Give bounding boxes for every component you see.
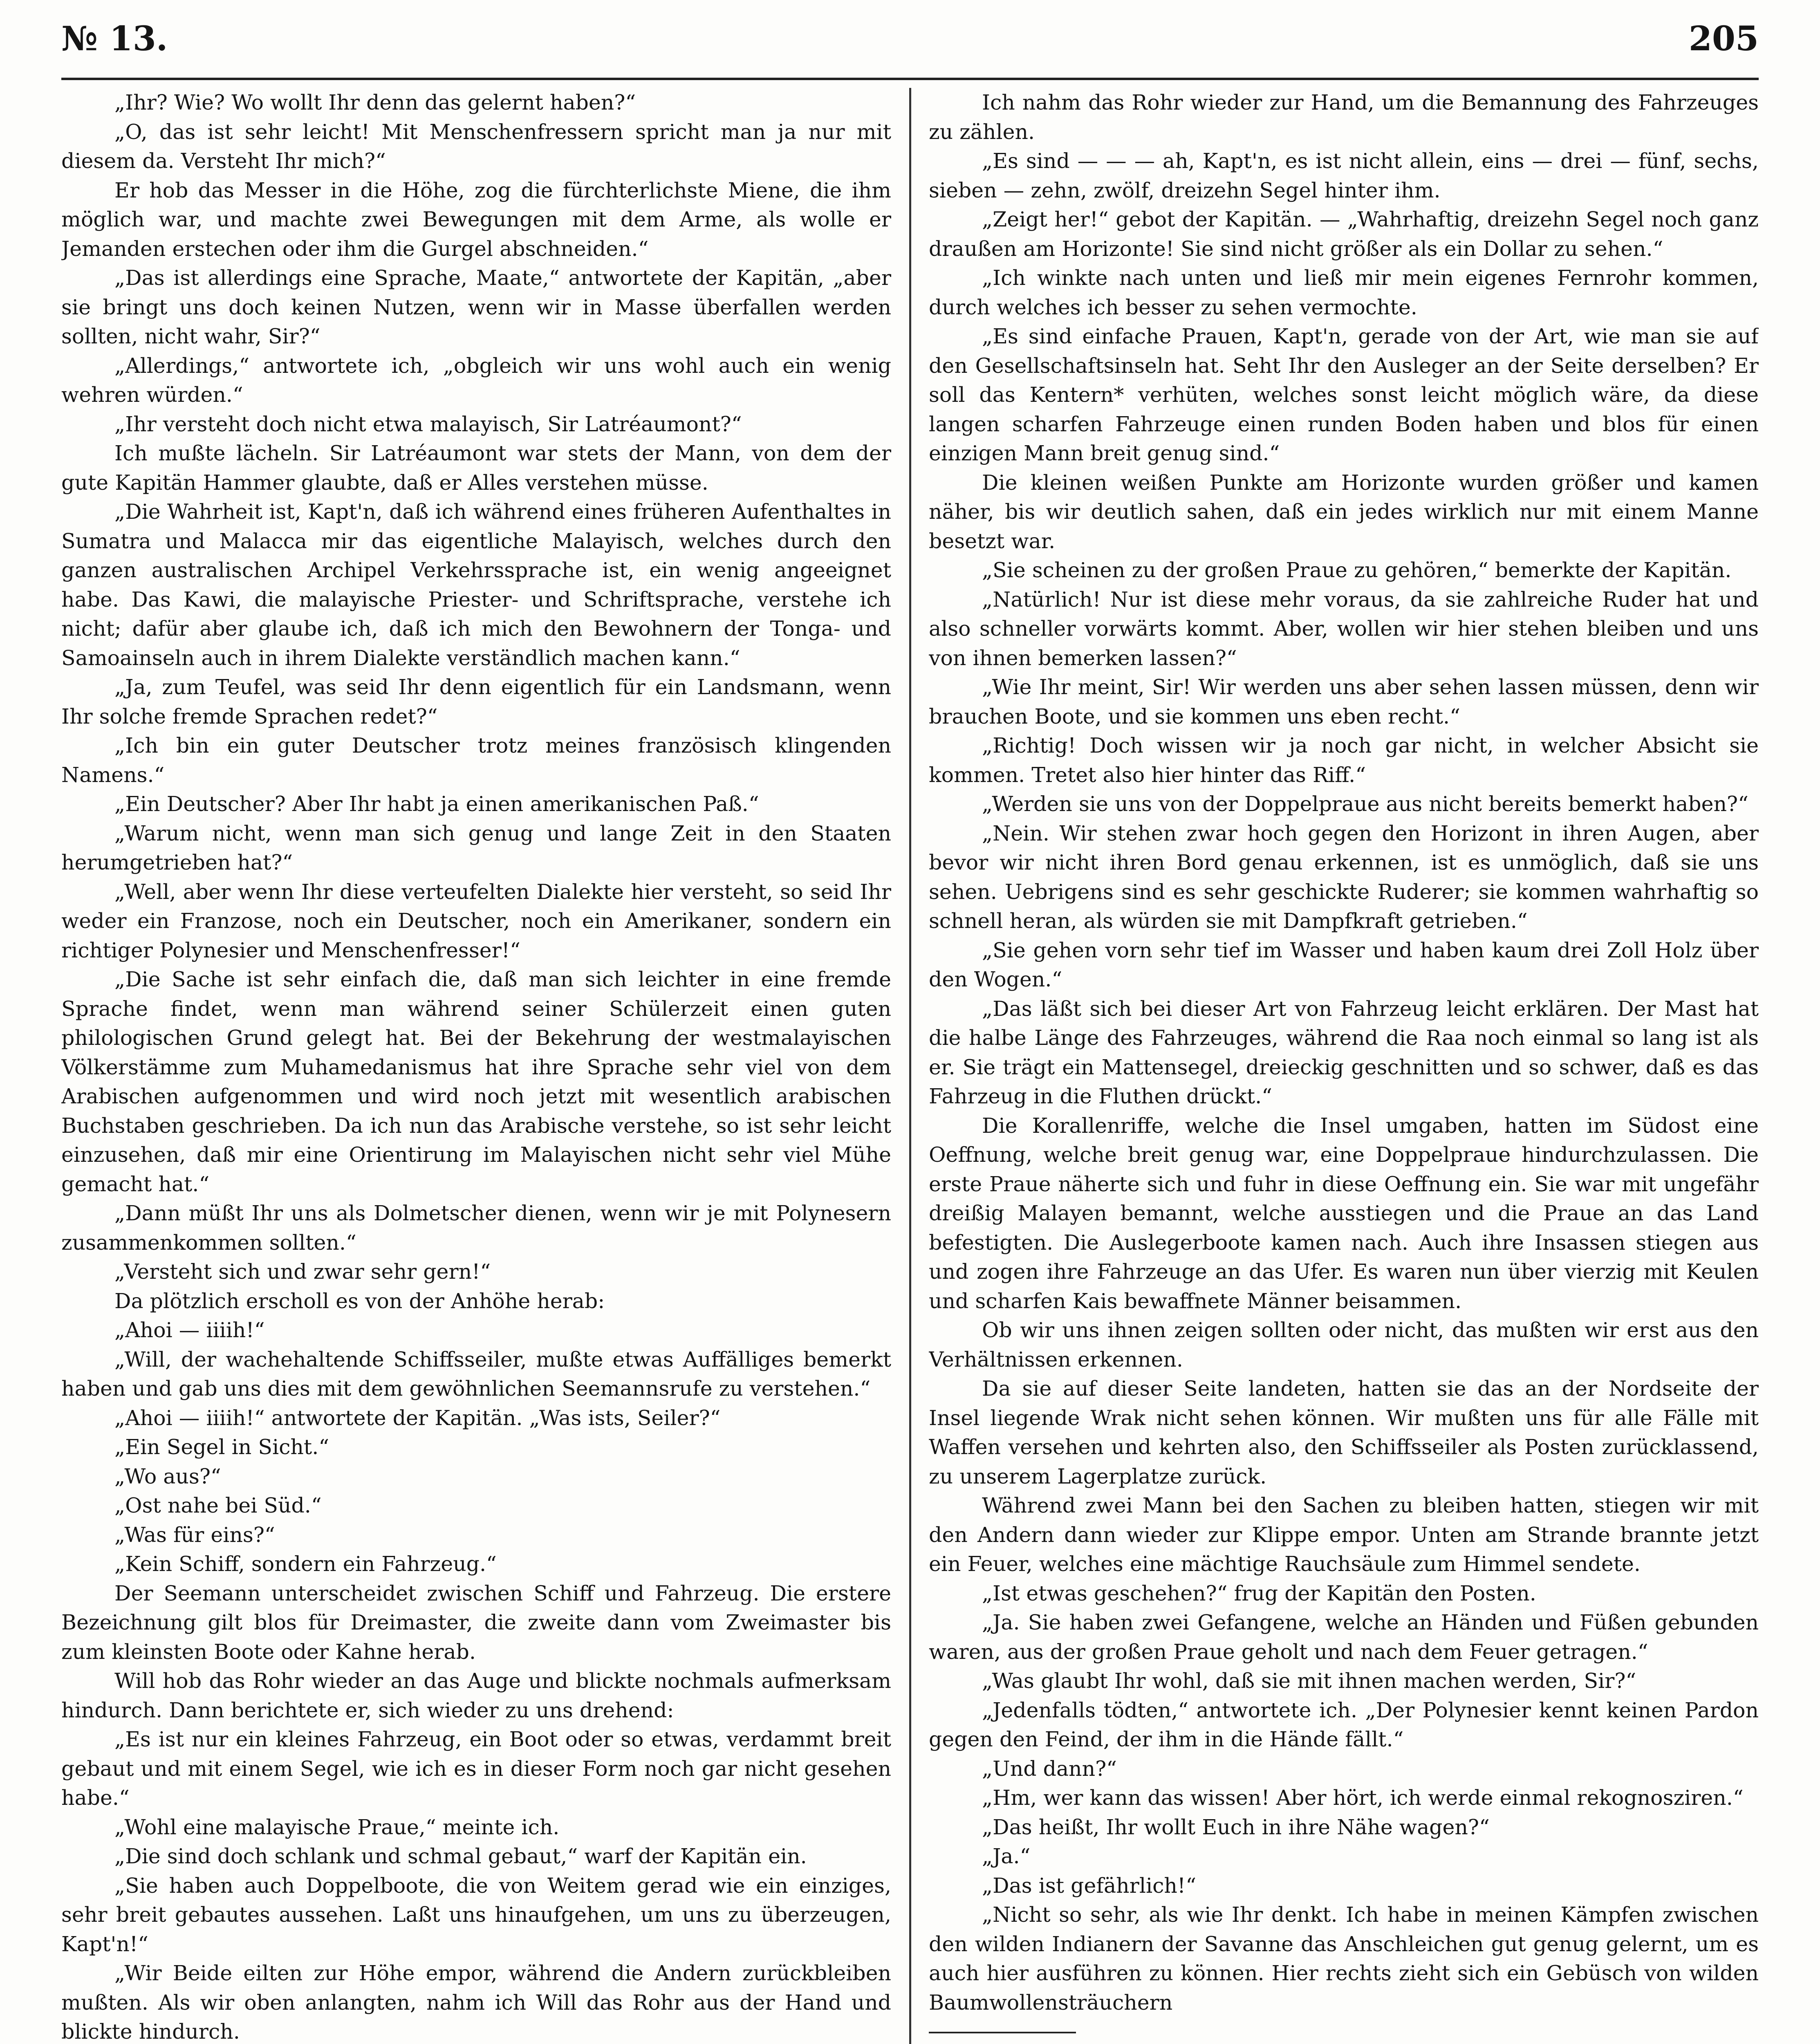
- right-column-paragraphs: [929, 88, 1759, 2017]
- paragraph: „Well, aber wenn Ihr diese verteufelten Dialekte hier versteht, so seid Ihr weder ein Franzose, noch ein Deutscher, noch ein Amerikaner, sondern ein richtiger Polynesier und Menschenfresser!“: [61, 879, 891, 962]
- paragraph: „Ihr? Wie? Wo wollt Ihr denn das gelernt haben?“: [114, 90, 636, 114]
- paragraph: „Und dann?“: [982, 1756, 1117, 1781]
- paragraph: „Zeigt her!“ gebot der Kapitän. — „Wahrhaftig, dreizehn Segel noch ganz draußen am Horizonte! Sie sind nicht größer als ein Dollar zu sehen.“: [929, 207, 1759, 261]
- paragraph: „Sie haben auch Doppelboote, die von Weitem gerad wie ein einziges, sehr breit gebautes aussehen. Laßt uns hinaufgehen, um uns zu überzeugen, Kapt'n!“: [61, 1873, 891, 1956]
- paragraph: „Nicht so sehr, als wie Ihr denkt. Ich habe in meinen Kämpfen zwischen den wilden Indianern der Savanne das Anschleichen gut genug gelernt, um es auch hier ausführen zu können. Hier rechts zieht sich ein Gebüsch von wilden Baumwollensträuchern: [929, 1903, 1759, 2015]
- paragraph: „Die sind doch schlank und schmal gebaut,“ warf der Kapitän ein.: [114, 1844, 807, 1868]
- paragraph: „Ost nahe bei Süd.“: [114, 1493, 322, 1517]
- paragraph: „Das läßt sich bei dieser Art von Fahrzeug leicht erklären. Der Mast hat die halbe Länge des Fahrzeuges, während die Raa noch einmal so lang ist als er. Sie trägt ein Mattensegel, dreieckig geschnitten und so schwer, daß es das Fahrzeug in die Fluthen drückt.“: [929, 996, 1759, 1108]
- paragraph: „Ja. Sie haben zwei Gefangene, welche an Händen und Füßen gebunden waren, aus der großen Praue geholt und nach dem Feuer getragen.“: [929, 1610, 1759, 1664]
- issue-number: № 13.: [61, 19, 168, 58]
- paragraph: „Das ist gefährlich!“: [982, 1873, 1197, 1898]
- paragraph: Die kleinen weißen Punkte am Horizonte wurden größer und kamen näher, bis wir deutlich sahen, daß ein jedes wirklich nur mit einem Manne besetzt war.: [929, 470, 1759, 553]
- paragraph: „Die Sache ist sehr einfach die, daß man sich leichter in eine fremde Sprache findet, wenn man während seiner Schülerzeit einen guten philologischen Grund gelegt hat. Bei der Bekehrung der westmalayischen Völkerstämme zum Muhamedanismus hat ihre Sprache sehr viel von dem Arabischen aufgenommen und wird noch jetzt mit wesentlich arabischen Buchstaben geschrieben. Da ich nun das Arabische verstehe, so ist sehr leicht einzusehen, daß mir eine Orientirung im Malayischen nicht sehr viel Mühe gemacht hat.“: [61, 967, 891, 1196]
- paragraph: Er hob das Messer in die Höhe, zog die fürchterlichste Miene, die ihm möglich war, und machte zwei Bewegungen mit dem Arme, als wolle er Jemanden erstechen oder ihm die Gurgel abschneiden.“: [61, 178, 891, 261]
- page-header: [61, 12, 1759, 65]
- paragraph: „Ein Deutscher? Aber Ihr habt ja einen amerikanischen Paß.“: [114, 792, 759, 816]
- paragraph: „Es sind — — — ah, Kapt'n, es ist nicht allein, eins — drei — fünf, sechs, sieben — zehn, zwölf, dreizehn Segel hinter ihm.: [929, 149, 1759, 202]
- right-column: [929, 88, 1759, 2044]
- paragraph: Da plötzlich erscholl es von der Anhöhe herab:: [114, 1289, 605, 1313]
- paragraph: Will hob das Rohr wieder an das Auge und blickte nochmals aufmerksam hindurch. Dann berichtete er, sich wieder zu uns drehend:: [61, 1669, 891, 1722]
- paragraph: „Ein Segel in Sicht.“: [114, 1435, 329, 1459]
- paragraph: „O, das ist sehr leicht! Mit Menschenfressern spricht man ja nur mit diesem da. Versteht Ihr mich?“: [61, 119, 891, 173]
- paragraph: „Die Wahrheit ist, Kapt'n, daß ich während eines früheren Aufenthaltes in Sumatra und Malacca mir das eigentliche Malayisch, welches durch den ganzen australischen Archipel Verkehrssprache ist, ein wenig angeeignet habe. Das Kawi, die malayische Priester- und Schriftsprache, verstehe ich nicht; dafür aber glaube ich, daß ich mich den Bewohnern der Tonga- und Samoainseln auch in ihrem Dialekte verständlich machen kann.“: [61, 500, 891, 670]
- paragraph: „Es ist nur ein kleines Fahrzeug, ein Boot oder so etwas, verdammt breit gebaut und mit einem Segel, wie ich es in dieser Form noch gar nicht gesehen habe.“: [61, 1727, 891, 1810]
- paragraph: „Ich bin ein guter Deutscher trotz meines französisch klingenden Namens.“: [61, 733, 891, 787]
- paragraph: „Ja, zum Teufel, was seid Ihr denn eigentlich für ein Landsmann, wenn Ihr solche fremde Sprachen redet?“: [61, 675, 891, 728]
- paragraph: „Das heißt, Ihr wollt Euch in ihre Nähe wagen?“: [982, 1815, 1490, 1839]
- paragraph: „Richtig! Doch wissen wir ja noch gar nicht, in welcher Absicht sie kommen. Tretet also hier hinter das Riff.“: [929, 733, 1759, 787]
- left-column: [61, 88, 891, 2044]
- paragraph: „Warum nicht, wenn man sich genug und lange Zeit in den Staaten herumgetrieben hat?“: [61, 821, 891, 874]
- paragraph: „Sie scheinen zu der großen Praue zu gehören,“ bemerkte der Kapitän.: [982, 558, 1732, 582]
- page-number: 205: [1688, 19, 1759, 58]
- paragraph: Ich nahm das Rohr wieder zur Hand, um die Bemannung des Fahrzeuges zu zählen.: [929, 90, 1759, 144]
- paragraph: „Kein Schiff, sondern ein Fahrzeug.“: [114, 1552, 497, 1576]
- text-columns: [61, 88, 1759, 2044]
- paragraph: Ob wir uns ihnen zeigen sollten oder nicht, das mußten wir erst aus den Verhältnissen erkennen.: [929, 1318, 1759, 1372]
- paragraph: „Allerdings,“ antwortete ich, „obgleich wir uns wohl auch ein wenig wehren würden.“: [61, 353, 891, 407]
- paragraph: Während zwei Mann bei den Sachen zu bleiben hatten, stiegen wir mit den Andern dann wieder zur Klippe empor. Unten am Strande brannte jetzt ein Feuer, welches eine mächtige Rauchsäule zum Himmel sendete.: [929, 1493, 1759, 1576]
- paragraph: Ich mußte lächeln. Sir Latréaumont war stets der Mann, von dem der gute Kapitän Hammer glaubte, daß er Alles verstehen müsse.: [61, 441, 891, 495]
- paragraph: „Nein. Wir stehen zwar hoch gegen den Horizont in ihren Augen, aber bevor wir nicht ihren Bord genau erkennen, ist es unmöglich, daß sie uns sehen. Uebrigens sind es sehr geschickte Ruderer; sie kommen wahrhaftig so schnell heran, als würden sie mit Dampfkraft getrieben.“: [929, 821, 1759, 933]
- paragraph: „Es sind einfache Prauen, Kapt'n, gerade von der Art, wie man sie auf den Gesellschaftsinseln hat. Seht Ihr den Ausleger an der Seite derselben? Er soll das Kentern* verhüten, welches sonst leicht möglich wäre, da diese langen scharfen Fahrzeuge einen runden Boden haben und blos für einen einzigen Mann breit genug sind.“: [929, 324, 1759, 465]
- paragraph: „Will, der wachehaltende Schiffsseiler, mußte etwas Auffälliges bemerkt haben und gab uns dies mit dem gewöhnlichen Seemannsrufe zu verstehen.“: [61, 1347, 891, 1401]
- paragraph: „Wo aus?“: [114, 1464, 221, 1488]
- paragraph: „Natürlich! Nur ist diese mehr voraus, da sie zahlreiche Ruder hat und also schneller vorwärts kommt. Aber, wollen wir hier stehen bleiben und uns von ihnen bemerken lassen?“: [929, 587, 1759, 670]
- paragraph: „Wohl eine malayische Praue,“ meinte ich.: [114, 1815, 560, 1839]
- paragraph: „Ihr versteht doch nicht etwa malayisch, Sir Latréaumont?“: [114, 412, 742, 436]
- paragraph: „Jedenfalls tödten,“ antwortete ich. „Der Polynesier kennt keinen Pardon gegen den Feind, der ihm in die Hände fällt.“: [929, 1698, 1759, 1751]
- paragraph: „Dann müßt Ihr uns als Dolmetscher dienen, wenn wir je mit Polynesern zusammenkommen sollten.“: [61, 1201, 891, 1255]
- paragraph: „Wir Beide eilten zur Höhe empor, während die Andern zurückbleiben mußten. Als wir oben anlangten, nahm ich Will das Rohr aus der Hand und blickte hindurch.: [61, 1961, 891, 2044]
- paragraph: „Wie Ihr meint, Sir! Wir werden uns aber sehen lassen müssen, denn wir brauchen Boote, und sie kommen uns eben recht.“: [929, 675, 1759, 728]
- paragraph: „Versteht sich und zwar sehr gern!“: [114, 1260, 491, 1284]
- paragraph: „Sie gehen vorn sehr tief im Wasser und haben kaum drei Zoll Holz über den Wogen.“: [929, 938, 1759, 991]
- paragraph: „Das ist allerdings eine Sprache, Maate,“ antwortete der Kapitän, „aber sie bringt uns doch keinen Nutzen, wenn wir in Masse überfallen werden sollten, nicht wahr, Sir?“: [61, 266, 891, 348]
- paragraph: Der Seemann unterscheidet zwischen Schiff und Fahrzeug. Die erstere Bezeichnung gilt blos für Dreimaster, die zweite dann vom Zweimaster bis zum kleinsten Boote oder Kahne herab.: [61, 1581, 891, 1664]
- paragraph: „Ich winkte nach unten und ließ mir mein eigenes Fernrohr kommen, durch welches ich besser zu sehen vermochte.: [929, 266, 1759, 319]
- paragraph: „Was glaubt Ihr wohl, daß sie mit ihnen machen werden, Sir?“: [982, 1669, 1636, 1693]
- paragraph: „Hm, wer kann das wissen! Aber hört, ich werde einmal rekognosziren.“: [982, 1786, 1744, 1810]
- paragraph: „Ahoi — iiiih!“: [114, 1318, 265, 1342]
- paragraph: Die Korallenriffe, welche die Insel umgaben, hatten im Südost eine Oeffnung, welche breit genug war, eine Doppelpraue hindurchzulassen. Die erste Praue näherte sich und fuhr in diese Oeffnung ein. Sie war mit ungefähr dreißig Malayen bemannt, welche ausstiegen und die Praue an das Land befestigten. Die Auslegerboote kamen nach. Auch ihre Insassen stiegen aus und zogen ihre Fahrzeuge an das Ufer. Es waren nun über vierzig mit Keulen und scharfen Kais bewaffnete Männer beisammen.: [929, 1113, 1759, 1313]
- paragraph: „Was für eins?“: [114, 1522, 275, 1547]
- paragraph: „Ahoi — iiiih!“ antwortete der Kapitän. „Was ists, Seiler?“: [114, 1405, 721, 1430]
- column-divider: [891, 88, 929, 2044]
- paragraph: „Werden sie uns von der Doppelpraue aus nicht bereits bemerkt haben?“: [982, 792, 1748, 816]
- header-rule: [61, 78, 1759, 80]
- footnote-rule: [929, 2032, 1076, 2033]
- paragraph: „Ist etwas geschehen?“ frug der Kapitän den Posten.: [982, 1581, 1536, 1605]
- paragraph: „Ja.“: [982, 1844, 1031, 1868]
- paragraph: Da sie auf dieser Seite landeten, hatten sie das an der Nordseite der Insel liegende Wrak nicht sehen können. Wir mußten uns für alle Fälle mit Waffen versehen und kehrten also, den Schiffsseiler als Posten zurücklassend, zu unserem Lagerplatze zurück.: [929, 1376, 1759, 1488]
